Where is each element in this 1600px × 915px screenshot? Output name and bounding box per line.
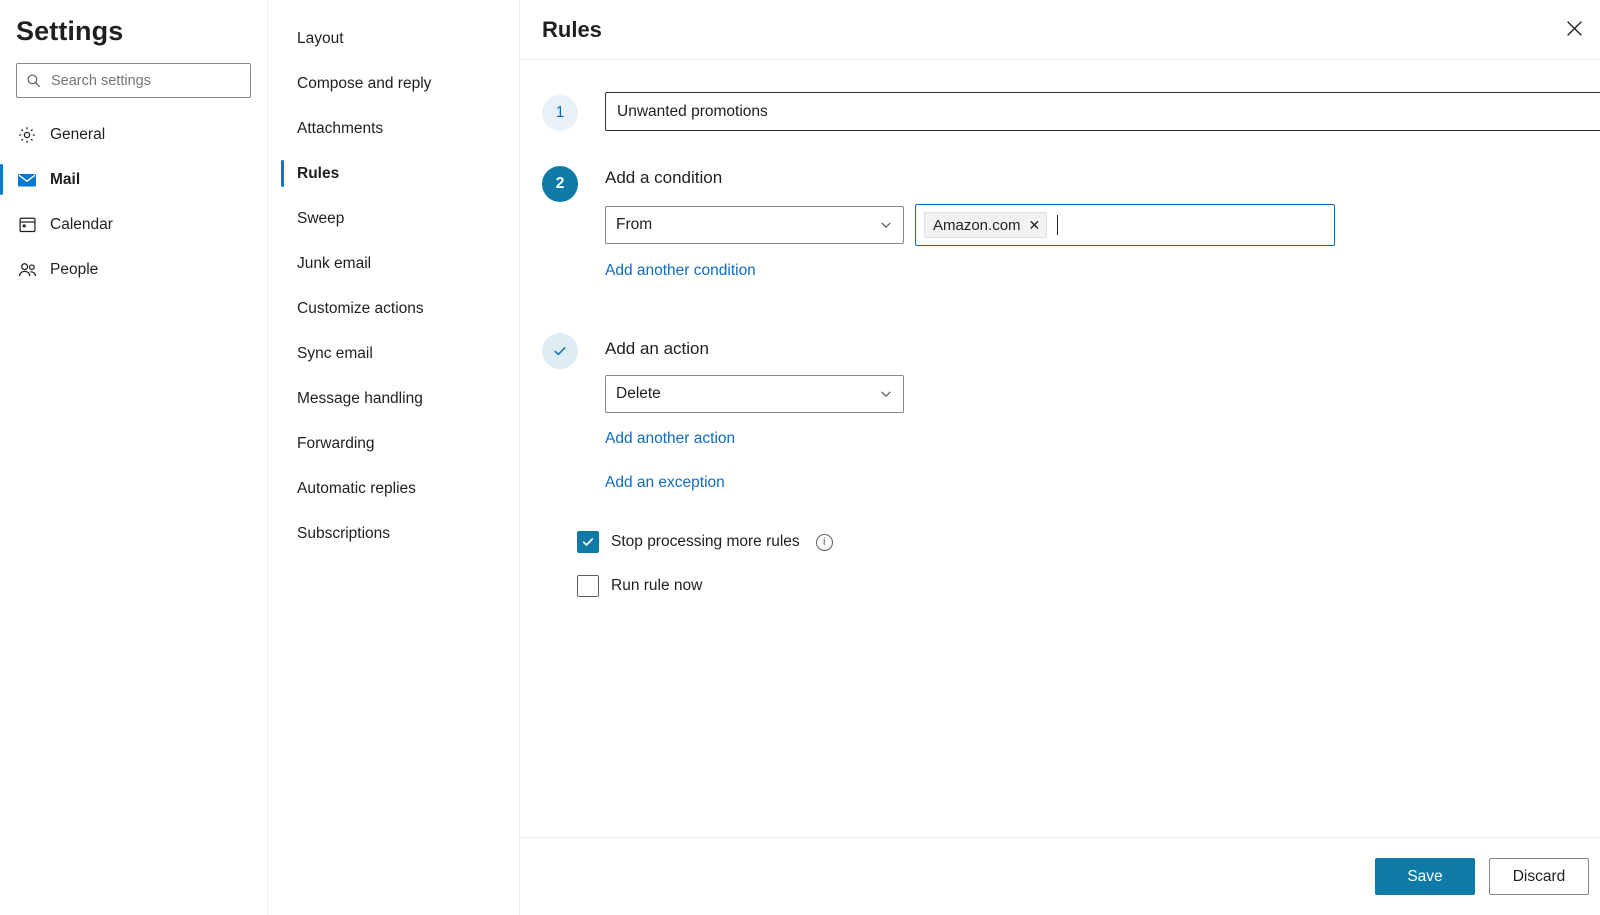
subnav-item-automatic-replies[interactable] xyxy=(268,466,519,511)
subnav-item-label: Customize actions xyxy=(297,299,424,317)
people-icon xyxy=(16,259,38,281)
action-step xyxy=(520,330,1600,492)
subnav-item-label: Sweep xyxy=(297,209,345,227)
sidebar-item-label: General xyxy=(50,125,106,143)
subnav-item-rules[interactable] xyxy=(268,151,519,196)
settings-nav xyxy=(0,112,267,292)
step-badge-2: 2 xyxy=(542,166,578,202)
rule-editor xyxy=(520,60,1600,837)
subnav-item-label: Subscriptions xyxy=(297,524,391,542)
add-an-exception-link[interactable]: Add an exception xyxy=(605,474,725,491)
close-button[interactable] xyxy=(1557,13,1591,47)
subnav-item-message-handling[interactable] xyxy=(268,376,519,421)
calendar-icon xyxy=(16,214,38,236)
condition-type-value: From xyxy=(616,216,653,233)
subnav-item-label: Forwarding xyxy=(297,434,375,452)
gear-icon xyxy=(16,124,38,146)
mail-icon xyxy=(16,169,38,191)
stop-processing-checkbox[interactable] xyxy=(577,531,599,553)
subnav-item-label: Message handling xyxy=(297,389,423,407)
close-icon xyxy=(1566,20,1583,40)
subnav-item-label: Automatic replies xyxy=(297,479,416,497)
token-label: Amazon.com xyxy=(933,216,1021,234)
subnav-item-label: Compose and reply xyxy=(297,74,432,92)
subnav-item-label: Layout xyxy=(297,29,344,47)
condition-value-input[interactable] xyxy=(915,204,1335,246)
condition-row xyxy=(605,204,1600,246)
settings-sidebar xyxy=(0,0,268,915)
add-another-condition-link[interactable]: Add another condition xyxy=(605,262,756,279)
detail-header xyxy=(520,0,1600,60)
condition-type-select[interactable] xyxy=(605,206,904,244)
subnav-item-attachments[interactable] xyxy=(268,106,519,151)
mail-subnav xyxy=(268,0,520,915)
subnav-item-subscriptions[interactable] xyxy=(268,511,519,556)
stop-processing-label: Stop processing more rules xyxy=(611,533,800,550)
add-another-action-link[interactable]: Add another action xyxy=(605,430,736,447)
chevron-down-icon xyxy=(879,218,893,232)
rule-name-step xyxy=(520,92,1600,131)
detail-footer xyxy=(520,837,1600,915)
sidebar-item-general[interactable] xyxy=(0,112,267,157)
subnav-item-compose-and-reply[interactable] xyxy=(268,61,519,106)
action-row xyxy=(605,375,1600,413)
rule-options xyxy=(520,526,1600,602)
subnav-item-label: Junk email xyxy=(297,254,372,272)
rule-name-input[interactable] xyxy=(605,92,1600,131)
subnav-item-label: Rules xyxy=(297,164,340,182)
sidebar-item-people[interactable] xyxy=(0,247,267,292)
run-rule-now-label: Run rule now xyxy=(611,577,703,594)
step-badge-1: 1 xyxy=(542,95,578,131)
subnav-item-label: Attachments xyxy=(297,119,384,137)
sidebar-item-label: Mail xyxy=(50,170,81,188)
search-settings-field[interactable] xyxy=(16,63,251,98)
search-icon xyxy=(25,73,41,89)
sidebar-item-mail[interactable] xyxy=(0,157,267,202)
sidebar-item-label: People xyxy=(50,260,99,278)
rules-detail-pane xyxy=(520,0,1600,915)
condition-heading: Add a condition xyxy=(605,168,723,187)
discard-button[interactable]: Discard xyxy=(1489,858,1589,895)
action-heading: Add an action xyxy=(605,339,709,358)
step-badge-check xyxy=(542,333,578,369)
subnav-item-sync-email[interactable] xyxy=(268,331,519,376)
settings-title: Settings xyxy=(16,16,124,46)
stop-processing-row xyxy=(577,526,1600,558)
sidebar-item-calendar[interactable] xyxy=(0,202,267,247)
subnav-item-label: Sync email xyxy=(297,344,373,362)
text-caret xyxy=(1057,215,1058,235)
chevron-down-icon xyxy=(879,387,893,401)
info-icon[interactable]: i xyxy=(816,534,833,551)
subnav-item-sweep[interactable] xyxy=(268,196,519,241)
search-input[interactable] xyxy=(49,72,242,90)
subnav-item-forwarding[interactable] xyxy=(268,421,519,466)
subnav-item-customize-actions[interactable] xyxy=(268,286,519,331)
sidebar-item-label: Calendar xyxy=(50,215,113,233)
action-type-select[interactable] xyxy=(605,375,904,413)
run-rule-now-row xyxy=(577,570,1600,602)
action-type-value: Delete xyxy=(616,385,661,402)
condition-step xyxy=(520,163,1600,280)
subnav-item-layout[interactable] xyxy=(268,16,519,61)
close-icon[interactable]: ✕ xyxy=(1028,217,1041,233)
page-title: Rules xyxy=(542,16,602,42)
recipient-token[interactable] xyxy=(924,212,1047,238)
run-rule-now-checkbox[interactable] xyxy=(577,575,599,597)
subnav-item-junk-email[interactable] xyxy=(268,241,519,286)
save-button[interactable]: Save xyxy=(1375,858,1475,895)
